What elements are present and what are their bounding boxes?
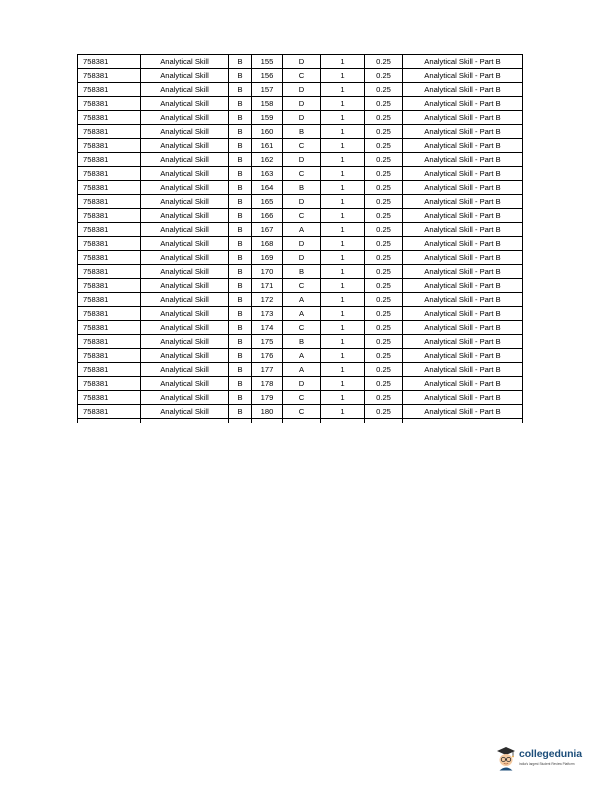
section-cell: Analytical Skill - Part B <box>403 265 523 279</box>
marks-cell: 1 <box>321 139 365 153</box>
candidate-id-cell: 758381 <box>78 321 141 335</box>
marks-cell: 1 <box>321 69 365 83</box>
marks-cell: 1 <box>321 153 365 167</box>
candidate-id-cell: 758381 <box>78 125 141 139</box>
table-row <box>78 69 523 83</box>
marks-cell: 1 <box>321 223 365 237</box>
section-cell: Analytical Skill - Part B <box>403 279 523 293</box>
subject-cell: Analytical Skill <box>141 181 229 195</box>
section-cell: Analytical Skill - Part B <box>403 335 523 349</box>
part-cell: B <box>229 335 252 349</box>
question-number-cell: 161 <box>252 139 283 153</box>
marks-cell: 1 <box>321 237 365 251</box>
negative-marks-cell: 0.25 <box>365 251 403 265</box>
subject-cell: Analytical Skill <box>141 223 229 237</box>
marks-cell: 1 <box>321 209 365 223</box>
candidate-id-cell: 758381 <box>78 377 141 391</box>
answer-cell: D <box>283 97 321 111</box>
table-rule-cell <box>229 419 252 424</box>
part-cell: B <box>229 377 252 391</box>
negative-marks-cell: 0.25 <box>365 335 403 349</box>
table-row <box>78 405 523 419</box>
section-cell: Analytical Skill - Part B <box>403 293 523 307</box>
question-number-cell: 160 <box>252 125 283 139</box>
negative-marks-cell: 0.25 <box>365 391 403 405</box>
table-trailing-rule <box>78 419 523 424</box>
answer-cell: B <box>283 335 321 349</box>
subject-cell: Analytical Skill <box>141 237 229 251</box>
question-number-cell: 169 <box>252 251 283 265</box>
part-cell: B <box>229 55 252 69</box>
part-cell: B <box>229 209 252 223</box>
answer-cell: B <box>283 265 321 279</box>
part-cell: B <box>229 237 252 251</box>
subject-cell: Analytical Skill <box>141 125 229 139</box>
candidate-id-cell: 758381 <box>78 111 141 125</box>
marks-cell: 1 <box>321 167 365 181</box>
marks-cell: 1 <box>321 97 365 111</box>
question-number-cell: 178 <box>252 377 283 391</box>
table-row <box>78 111 523 125</box>
table-row <box>78 223 523 237</box>
table-row <box>78 293 523 307</box>
table-rule-cell <box>283 419 321 424</box>
answer-cell: D <box>283 55 321 69</box>
question-number-cell: 168 <box>252 237 283 251</box>
marks-cell: 1 <box>321 251 365 265</box>
negative-marks-cell: 0.25 <box>365 223 403 237</box>
subject-cell: Analytical Skill <box>141 377 229 391</box>
part-cell: B <box>229 153 252 167</box>
table-row <box>78 153 523 167</box>
negative-marks-cell: 0.25 <box>365 83 403 97</box>
section-cell: Analytical Skill - Part B <box>403 153 523 167</box>
section-cell: Analytical Skill - Part B <box>403 69 523 83</box>
negative-marks-cell: 0.25 <box>365 293 403 307</box>
section-cell: Analytical Skill - Part B <box>403 181 523 195</box>
section-cell: Analytical Skill - Part B <box>403 349 523 363</box>
question-number-cell: 177 <box>252 363 283 377</box>
negative-marks-cell: 0.25 <box>365 265 403 279</box>
section-cell: Analytical Skill - Part B <box>403 195 523 209</box>
section-cell: Analytical Skill - Part B <box>403 55 523 69</box>
candidate-id-cell: 758381 <box>78 223 141 237</box>
answer-cell: C <box>283 391 321 405</box>
marks-cell: 1 <box>321 405 365 419</box>
answer-cell: D <box>283 153 321 167</box>
section-cell: Analytical Skill - Part B <box>403 363 523 377</box>
subject-cell: Analytical Skill <box>141 279 229 293</box>
marks-cell: 1 <box>321 335 365 349</box>
table-row <box>78 307 523 321</box>
table-row <box>78 363 523 377</box>
answer-cell: C <box>283 139 321 153</box>
negative-marks-cell: 0.25 <box>365 377 403 391</box>
subject-cell: Analytical Skill <box>141 251 229 265</box>
subject-cell: Analytical Skill <box>141 349 229 363</box>
marks-cell: 1 <box>321 195 365 209</box>
negative-marks-cell: 0.25 <box>365 349 403 363</box>
negative-marks-cell: 0.25 <box>365 111 403 125</box>
section-cell: Analytical Skill - Part B <box>403 321 523 335</box>
part-cell: B <box>229 321 252 335</box>
section-cell: Analytical Skill - Part B <box>403 391 523 405</box>
answer-cell: D <box>283 237 321 251</box>
negative-marks-cell: 0.25 <box>365 195 403 209</box>
negative-marks-cell: 0.25 <box>365 139 403 153</box>
part-cell: B <box>229 167 252 181</box>
answer-cell: C <box>283 321 321 335</box>
candidate-id-cell: 758381 <box>78 55 141 69</box>
subject-cell: Analytical Skill <box>141 167 229 181</box>
table-row <box>78 251 523 265</box>
table-row <box>78 83 523 97</box>
negative-marks-cell: 0.25 <box>365 209 403 223</box>
candidate-id-cell: 758381 <box>78 209 141 223</box>
subject-cell: Analytical Skill <box>141 97 229 111</box>
candidate-id-cell: 758381 <box>78 405 141 419</box>
part-cell: B <box>229 181 252 195</box>
section-cell: Analytical Skill - Part B <box>403 139 523 153</box>
marks-cell: 1 <box>321 125 365 139</box>
question-number-cell: 170 <box>252 265 283 279</box>
question-number-cell: 172 <box>252 293 283 307</box>
marks-cell: 1 <box>321 55 365 69</box>
subject-cell: Analytical Skill <box>141 83 229 97</box>
candidate-id-cell: 758381 <box>78 153 141 167</box>
table-rule-cell <box>365 419 403 424</box>
candidate-id-cell: 758381 <box>78 237 141 251</box>
part-cell: B <box>229 111 252 125</box>
candidate-id-cell: 758381 <box>78 83 141 97</box>
question-number-cell: 179 <box>252 391 283 405</box>
negative-marks-cell: 0.25 <box>365 279 403 293</box>
part-cell: B <box>229 69 252 83</box>
subject-cell: Analytical Skill <box>141 363 229 377</box>
part-cell: B <box>229 293 252 307</box>
question-number-cell: 163 <box>252 167 283 181</box>
negative-marks-cell: 0.25 <box>365 363 403 377</box>
negative-marks-cell: 0.25 <box>365 153 403 167</box>
table-row <box>78 55 523 69</box>
part-cell: B <box>229 405 252 419</box>
table-row <box>78 335 523 349</box>
table-rule-cell <box>141 419 229 424</box>
subject-cell: Analytical Skill <box>141 209 229 223</box>
subject-cell: Analytical Skill <box>141 265 229 279</box>
table-rule-cell <box>78 419 141 424</box>
negative-marks-cell: 0.25 <box>365 321 403 335</box>
marks-cell: 1 <box>321 293 365 307</box>
subject-cell: Analytical Skill <box>141 405 229 419</box>
table-row <box>78 97 523 111</box>
marks-cell: 1 <box>321 279 365 293</box>
part-cell: B <box>229 125 252 139</box>
marks-cell: 1 <box>321 181 365 195</box>
subject-cell: Analytical Skill <box>141 321 229 335</box>
negative-marks-cell: 0.25 <box>365 97 403 111</box>
section-cell: Analytical Skill - Part B <box>403 307 523 321</box>
section-cell: Analytical Skill - Part B <box>403 405 523 419</box>
table-rule-cell <box>252 419 283 424</box>
marks-cell: 1 <box>321 391 365 405</box>
candidate-id-cell: 758381 <box>78 307 141 321</box>
candidate-id-cell: 758381 <box>78 293 141 307</box>
table-row <box>78 377 523 391</box>
subject-cell: Analytical Skill <box>141 69 229 83</box>
candidate-id-cell: 758381 <box>78 195 141 209</box>
negative-marks-cell: 0.25 <box>365 69 403 83</box>
part-cell: B <box>229 83 252 97</box>
answer-cell: A <box>283 307 321 321</box>
table-rule-cell <box>403 419 523 424</box>
section-cell: Analytical Skill - Part B <box>403 167 523 181</box>
answer-cell: C <box>283 167 321 181</box>
question-number-cell: 171 <box>252 279 283 293</box>
part-cell: B <box>229 391 252 405</box>
subject-cell: Analytical Skill <box>141 293 229 307</box>
subject-cell: Analytical Skill <box>141 55 229 69</box>
negative-marks-cell: 0.25 <box>365 307 403 321</box>
question-number-cell: 167 <box>252 223 283 237</box>
negative-marks-cell: 0.25 <box>365 405 403 419</box>
subject-cell: Analytical Skill <box>141 195 229 209</box>
answer-cell: D <box>283 377 321 391</box>
section-cell: Analytical Skill - Part B <box>403 251 523 265</box>
question-number-cell: 180 <box>252 405 283 419</box>
answer-cell: C <box>283 279 321 293</box>
part-cell: B <box>229 97 252 111</box>
answer-cell: B <box>283 125 321 139</box>
question-number-cell: 165 <box>252 195 283 209</box>
table-row <box>78 209 523 223</box>
question-number-cell: 174 <box>252 321 283 335</box>
candidate-id-cell: 758381 <box>78 167 141 181</box>
subject-cell: Analytical Skill <box>141 111 229 125</box>
candidate-id-cell: 758381 <box>78 391 141 405</box>
candidate-id-cell: 758381 <box>78 139 141 153</box>
table-row <box>78 349 523 363</box>
table-row <box>78 181 523 195</box>
marks-cell: 1 <box>321 321 365 335</box>
answer-cell: C <box>283 69 321 83</box>
candidate-id-cell: 758381 <box>78 335 141 349</box>
answer-cell: C <box>283 405 321 419</box>
section-cell: Analytical Skill - Part B <box>403 125 523 139</box>
subject-cell: Analytical Skill <box>141 139 229 153</box>
answer-cell: A <box>283 293 321 307</box>
marks-cell: 1 <box>321 265 365 279</box>
table-row <box>78 279 523 293</box>
marks-cell: 1 <box>321 111 365 125</box>
question-number-cell: 158 <box>252 97 283 111</box>
subject-cell: Analytical Skill <box>141 391 229 405</box>
candidate-id-cell: 758381 <box>78 251 141 265</box>
answer-cell: A <box>283 349 321 363</box>
part-cell: B <box>229 265 252 279</box>
section-cell: Analytical Skill - Part B <box>403 83 523 97</box>
subject-cell: Analytical Skill <box>141 335 229 349</box>
marks-cell: 1 <box>321 83 365 97</box>
answer-cell: A <box>283 363 321 377</box>
answer-cell: D <box>283 111 321 125</box>
graduate-mascot-icon <box>495 745 517 771</box>
answer-key-rows <box>78 55 523 424</box>
question-number-cell: 166 <box>252 209 283 223</box>
negative-marks-cell: 0.25 <box>365 167 403 181</box>
question-number-cell: 155 <box>252 55 283 69</box>
brand-name: collegedunia <box>519 748 582 760</box>
answer-cell: D <box>283 195 321 209</box>
question-number-cell: 159 <box>252 111 283 125</box>
question-number-cell: 157 <box>252 83 283 97</box>
section-cell: Analytical Skill - Part B <box>403 237 523 251</box>
answer-cell: D <box>283 251 321 265</box>
marks-cell: 1 <box>321 307 365 321</box>
table-row <box>78 237 523 251</box>
part-cell: B <box>229 307 252 321</box>
collegedunia-logo <box>495 744 595 774</box>
negative-marks-cell: 0.25 <box>365 181 403 195</box>
brand-tagline: India's largest Student Review Platform <box>519 762 575 766</box>
table-row <box>78 139 523 153</box>
marks-cell: 1 <box>321 349 365 363</box>
candidate-id-cell: 758381 <box>78 97 141 111</box>
candidate-id-cell: 758381 <box>78 349 141 363</box>
table-row <box>78 125 523 139</box>
candidate-id-cell: 758381 <box>78 265 141 279</box>
part-cell: B <box>229 279 252 293</box>
candidate-id-cell: 758381 <box>78 69 141 83</box>
section-cell: Analytical Skill - Part B <box>403 97 523 111</box>
answer-cell: A <box>283 223 321 237</box>
section-cell: Analytical Skill - Part B <box>403 377 523 391</box>
part-cell: B <box>229 251 252 265</box>
answer-cell: B <box>283 181 321 195</box>
table-row <box>78 167 523 181</box>
table-row <box>78 391 523 405</box>
question-number-cell: 175 <box>252 335 283 349</box>
negative-marks-cell: 0.25 <box>365 55 403 69</box>
answer-cell: D <box>283 83 321 97</box>
answer-key-table <box>77 54 523 423</box>
negative-marks-cell: 0.25 <box>365 237 403 251</box>
subject-cell: Analytical Skill <box>141 153 229 167</box>
marks-cell: 1 <box>321 363 365 377</box>
part-cell: B <box>229 139 252 153</box>
table-row <box>78 265 523 279</box>
section-cell: Analytical Skill - Part B <box>403 111 523 125</box>
negative-marks-cell: 0.25 <box>365 125 403 139</box>
question-number-cell: 173 <box>252 307 283 321</box>
candidate-id-cell: 758381 <box>78 363 141 377</box>
part-cell: B <box>229 349 252 363</box>
section-cell: Analytical Skill - Part B <box>403 223 523 237</box>
question-number-cell: 162 <box>252 153 283 167</box>
question-number-cell: 176 <box>252 349 283 363</box>
question-number-cell: 156 <box>252 69 283 83</box>
table-row <box>78 321 523 335</box>
question-number-cell: 164 <box>252 181 283 195</box>
part-cell: B <box>229 223 252 237</box>
part-cell: B <box>229 195 252 209</box>
table-row <box>78 195 523 209</box>
subject-cell: Analytical Skill <box>141 307 229 321</box>
answer-key-table-container <box>77 54 523 423</box>
candidate-id-cell: 758381 <box>78 279 141 293</box>
table-rule-cell <box>321 419 365 424</box>
marks-cell: 1 <box>321 377 365 391</box>
part-cell: B <box>229 363 252 377</box>
section-cell: Analytical Skill - Part B <box>403 209 523 223</box>
candidate-id-cell: 758381 <box>78 181 141 195</box>
answer-cell: C <box>283 209 321 223</box>
